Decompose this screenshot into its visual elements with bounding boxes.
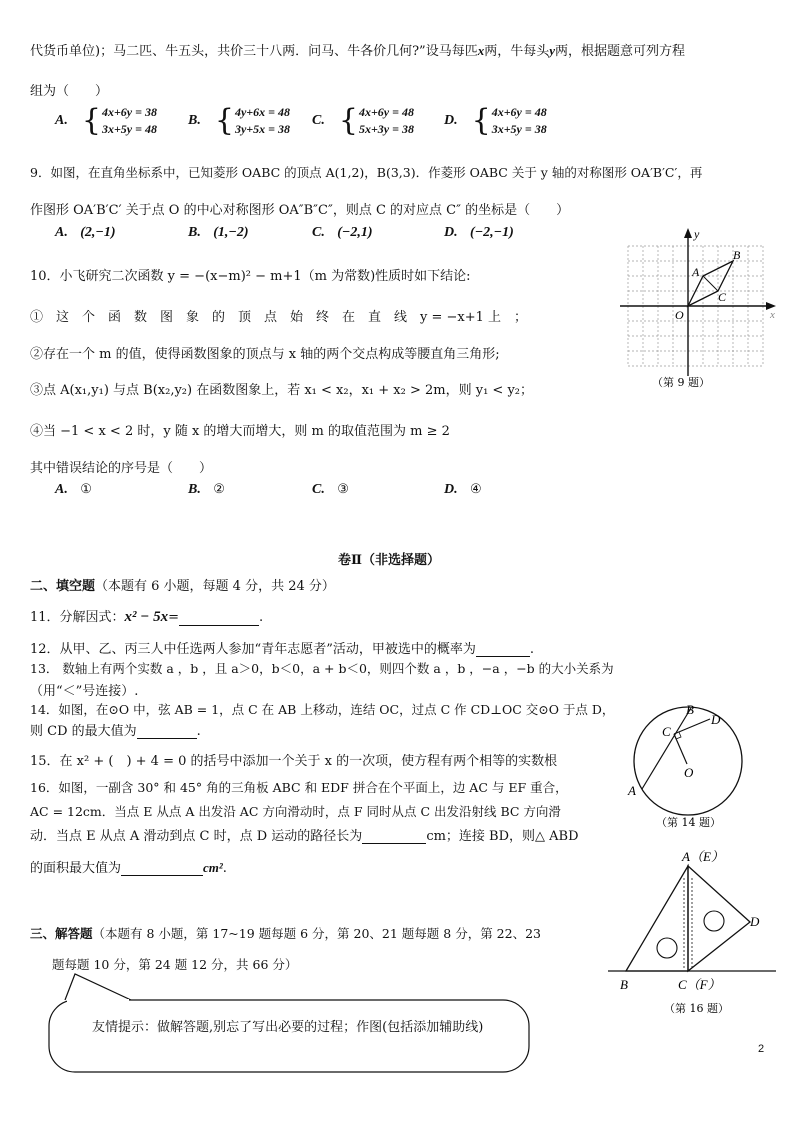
section-note: （本题有 8 小题，第 17~19 题每题 6 分，第 20、21 题每题 8 分，第 22、23 (92, 926, 541, 941)
segment-oc (674, 734, 687, 764)
q16-line3b: cm；连接 BD，则△ ABD (426, 829, 579, 844)
option-label: D. (444, 482, 458, 497)
q11-answer-blank[interactable] (179, 611, 259, 626)
label-ae: A（E） (682, 849, 724, 864)
q16-answer-blank-2[interactable] (121, 861, 203, 876)
y-axis-arrow (684, 228, 692, 238)
q10-option-b: ② (213, 482, 225, 497)
label-b: B (620, 977, 628, 992)
equation: 4x+6y = 48 (358, 105, 414, 119)
q10-statement-4: ④当 −1 < x < 2 时，y 随 x 的增大而增大，则 m 的取值范围为 m ≥ 2 (30, 424, 450, 439)
option-label: B. (188, 225, 201, 240)
q15-text: 15．在 x² + ( ) + 4 = 0 的括号中添加一个关于 x 的一次项，使方程有两个相等的实数根 (30, 754, 558, 769)
q9-caption: （第 9 题） (652, 376, 710, 389)
q8-line1: 代货币单位)；马二匹、牛五头，共价三十八两．问马、牛各价几何?”设马每匹 (30, 44, 478, 59)
label-a: A (628, 783, 636, 798)
q14-line1: 14．如图，在⊙O 中，弦 AB = 1，点 C 在 AB 上移动，连结 OC，过点 C 作 CD⊥OC 交⊙O 于点 D， (30, 702, 615, 717)
circle-o (634, 707, 742, 815)
option-label: B. (188, 482, 201, 497)
tip-text: 友情提示：做解答题,别忘了写出必要的过程；作图(包括添加辅助线) (92, 1020, 484, 1035)
q16-caption: （第 16 题） (664, 1002, 729, 1015)
equation: 3x+5y = 38 (491, 122, 547, 136)
label-o: O (684, 765, 694, 780)
q16-line2: AC = 12cm．当点 E 从点 A 出发沿 AC 方向滑动时，点 F 同时从点 C 出发沿射线 BC 方向滑 (30, 804, 561, 819)
point-c-label: C (718, 290, 727, 304)
label-cf: C（F） (678, 977, 721, 992)
punct: . (222, 861, 227, 876)
q10-option-a: ① (80, 482, 92, 497)
q10-option-d: ④ (470, 482, 482, 497)
equation: 5x+3y = 38 (358, 122, 414, 136)
q11-equals: = (168, 610, 180, 625)
equation: 4x+6y = 38 (101, 105, 157, 119)
q10-option-c: ③ (337, 482, 349, 497)
option-label: A. (55, 225, 68, 240)
q9-option-c: (−2,1) (337, 225, 373, 240)
triangle-abc (626, 866, 688, 971)
label-b: B (686, 702, 694, 717)
q9-grid-figure (612, 226, 782, 392)
q16-line3a: 动．当点 E 从点 A 滑动到点 C 时，点 D 运动的路径长为 (30, 829, 363, 844)
q9-option-a: (2,−1) (80, 225, 116, 240)
punct: . (529, 642, 534, 657)
option-label: B. (188, 113, 201, 128)
q10-stem: 10．小飞研究二次函数 y = −(x−m)² − m+1（m 为常数)性质时如下结论: (30, 269, 471, 284)
x-label: x (770, 309, 775, 321)
punct: . (259, 610, 264, 625)
q9-option-b: (1,−2) (213, 225, 249, 240)
option-label: A. (55, 482, 68, 497)
q8-liang2: 两，根据题意可列方程 (555, 44, 686, 59)
q13-line2: （用“＜”号连接）. (30, 684, 139, 699)
q16-line4a: 的面积最大值为 (30, 861, 122, 876)
section-note: （本题有 6 小题，每题 4 分，共 24 分） (95, 579, 335, 594)
q13-line1: 13． 数轴上有两个实数 a ，b ，且 a＞0，b＜0，a + b＜0，则四个数 a ，b ，−a ，−b 的大小关系为 (30, 661, 614, 676)
option-label: C. (312, 225, 325, 240)
y-label: y (694, 227, 700, 241)
q8-option-d: D. { 4x+6y = 48 3x+5y = 38 (444, 103, 547, 138)
q14-answer-blank[interactable] (137, 724, 197, 739)
q8-line2: 组为（ ） (30, 84, 109, 99)
triangle-hole (704, 911, 724, 931)
q9-line1: 9．如图，在直角坐标系中，已知菱形 OABC 的顶点 A(1,2)，B(3,3)．作菱形 OABC 关于 y 轴的对称图形 OA′B′C′，再 (30, 165, 703, 180)
equation: 4x+6y = 48 (491, 105, 547, 119)
point-a-label: A (692, 265, 700, 279)
q8-var-y: y (549, 43, 555, 58)
q16-answer-blank-1[interactable] (362, 829, 426, 844)
q11-expression: x² − 5x (124, 609, 169, 625)
q14-line2: 则 CD 的最大值为 (30, 724, 137, 739)
label-c: C (662, 724, 671, 739)
option-label: C. (312, 113, 325, 128)
page-number: 2 (758, 1043, 765, 1055)
equation: 4y+6x = 48 (234, 105, 290, 119)
q14-caption: （第 14 题） (656, 816, 721, 829)
option-label: C. (312, 482, 325, 497)
punct: . (196, 724, 201, 739)
equation: 3y+5x = 38 (234, 122, 290, 136)
label-d: D (750, 914, 760, 929)
section-heading: 二、填空题 (30, 579, 96, 594)
q10-statement-3: ③点 A(x₁,y₁) 与点 B(x₂,y₂) 在函数图象上，若 x₁ < x₂，x₁ + x₂ > 2m，则 y₁ < y₂； (30, 383, 533, 398)
equation: 3x+5y = 48 (101, 122, 157, 136)
section-heading: 三、解答题 (30, 926, 93, 941)
point-o-label: O (675, 308, 684, 322)
q10-statement-2: ②存在一个 m 的值，使得函数图象的顶点与 x 轴的两个交点构成等腰直角三角形; (30, 347, 500, 362)
q16-line1: 16．如图，一副含 30° 和 45° 角的三角板 ABC 和 EDF 拼合在个平面上，边 AC 与 EF 重合， (30, 780, 568, 795)
section-note-line2: 题每题 10 分，第 24 题 12 分，共 66 分） (52, 957, 298, 972)
q14-circle-figure (626, 700, 766, 830)
q8-var-x: x (477, 43, 485, 58)
q12-answer-blank[interactable] (476, 642, 530, 657)
q10-statement-1: ① 这 个 函 数 图 象 的 顶 点 始 终 在 直 线 y = −x+1 上 ； (30, 310, 528, 325)
q8-option-c: C. { 4x+6y = 48 5x+3y = 38 (312, 103, 414, 138)
option-label: D. (444, 113, 458, 128)
q12-text: 12．从甲、乙、丙三人中任选两人参加“青年志愿者”活动，甲被选中的概率为 (30, 642, 476, 657)
q8-option-a: A. { 4x+6y = 38 3x+5y = 48 (55, 103, 157, 138)
q16-triangle-figure (600, 848, 790, 1018)
label-d: D (711, 712, 721, 727)
q16-unit: cm² (203, 860, 223, 875)
diagonal (703, 276, 718, 291)
q8-option-b: B. { 4y+6x = 48 3y+5x = 38 (188, 103, 290, 138)
triangle-hole (657, 938, 677, 958)
point-b-label: B (733, 248, 741, 262)
q10-ask: 其中错误结论的序号是（ ） (30, 461, 213, 476)
option-label: A. (55, 113, 68, 128)
q9-option-d: (−2,−1) (470, 225, 514, 240)
q8-liang1: 两，牛每头 (484, 44, 550, 59)
q9-line2: 作图形 OA′B′C′ 关于点 O 的中心对称图形 OA″B″C″，则点 C 的对应点 C″ 的坐标是（ ） (30, 203, 570, 218)
option-label: D. (444, 225, 458, 240)
part2-title: 卷Ⅱ（非选择题） (338, 553, 440, 568)
q11-text: 11．分解因式： (30, 610, 125, 625)
triangle-edf (688, 866, 750, 971)
